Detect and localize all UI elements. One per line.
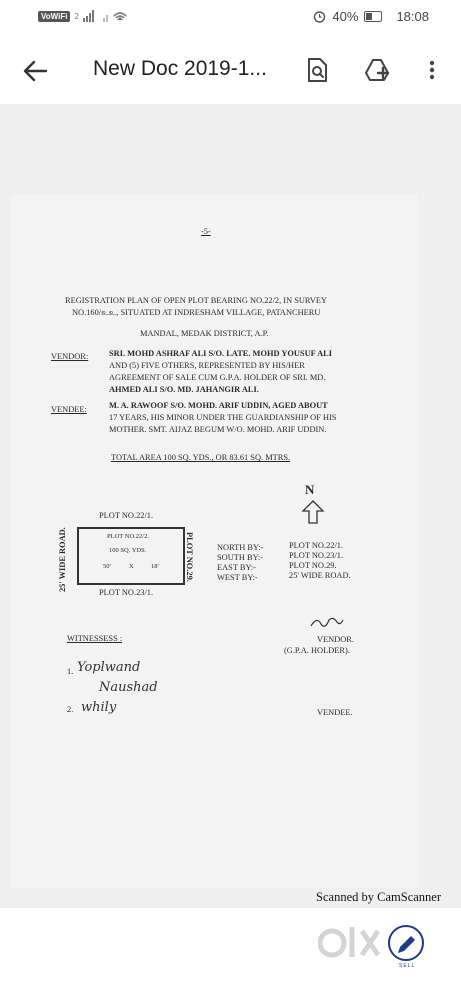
status-bar	[0, 0, 461, 36]
search-document-icon[interactable]	[303, 56, 331, 84]
vendor-line-4: AHMED ALI S/O. MD. JAHANGIR ALI.	[109, 385, 259, 394]
vendor-sign-label: VENDOR.	[317, 635, 354, 644]
south-by-value: PLOT NO.23/1.	[289, 551, 344, 560]
scanned-by-label: Scanned by CamScanner	[316, 890, 441, 904]
scanned-document-page	[11, 194, 417, 888]
heading-line-1: REGISTRATION PLAN OF OPEN PLOT BEARING NO.22/2, IN SURVEY	[65, 296, 328, 305]
olx-logo	[318, 913, 426, 979]
add-to-drive-icon[interactable]	[364, 56, 392, 84]
plot-bottom-label: PLOT NO.23/1.	[99, 588, 154, 597]
vendor-line-1: SRI. MOHD ASHRAF ALI S/O. LATE. MOHD YOUSUF ALI	[109, 349, 332, 358]
witness-1-number: 1.	[67, 667, 74, 676]
north-arrow-icon	[301, 500, 325, 524]
north-by-label: NORTH BY:-	[217, 543, 264, 552]
network-number: 2	[74, 11, 79, 21]
total-area: TOTAL AREA 100 SQ. YDS., OR 83.61 SQ. MTRS.	[111, 453, 291, 462]
plot-box-number: PLOT NO.22/2.	[107, 533, 149, 540]
battery-percent: 40%	[332, 9, 359, 24]
battery-icon	[364, 11, 382, 22]
vendor-label: VENDOR:	[51, 352, 89, 361]
witness-1-signature: Yoplwand	[77, 660, 141, 675]
alarm-icon	[313, 10, 326, 23]
east-by-value: PLOT NO.29.	[289, 561, 337, 570]
document-title: New Doc 2019-1...	[93, 57, 267, 80]
plot-box-area: 100 SQ. YDS.	[109, 547, 147, 554]
bottom-bar	[0, 908, 461, 999]
gpa-holder-label: (G.P.A. HOLDER).	[284, 646, 350, 655]
heading-line-3: MANDAL, MEDAK DISTRICT, A.P.	[140, 329, 269, 338]
vowifi-badge: VoWiFi	[38, 11, 70, 22]
north-label: N	[305, 482, 315, 497]
plot-box-x: X	[129, 563, 134, 570]
vendee-sign-label: VENDEE.	[317, 708, 353, 717]
vendee-label: VENDEE:	[51, 405, 87, 414]
status-left	[38, 10, 131, 22]
west-by-value: 25' WIDE ROAD.	[289, 571, 351, 580]
witness-1-name: Naushad	[99, 680, 158, 695]
vendee-line-1: M. A. RAWOOF S/O. MOHD. ARIF UDDIN, AGED ABOUT	[109, 401, 328, 410]
vendee-line-3: MOTHER. SMT. AIJAZ BEGUM W/O. MOHD. ARIF UDDIN.	[109, 425, 327, 434]
witnesses-label: WITNESSESS :	[67, 634, 123, 643]
sell-caption: SELL	[399, 963, 416, 969]
south-by-label: SOUTH BY:-	[217, 553, 263, 562]
app-bar	[0, 36, 461, 104]
vendor-signature	[307, 614, 347, 632]
vendee-line-2: 17 YEARS, HIS MINOR UNDER THE GUARDIANSHIP OF HIS	[109, 413, 337, 422]
heading-line-2: NO.160/உஉ, SITUATED AT INDRESHAM VILLAGE, PATANCHERU	[72, 308, 321, 317]
status-right	[313, 9, 429, 24]
plot-box-dim-a: 50'	[103, 563, 111, 570]
page-number: -5-	[201, 227, 211, 236]
more-options-icon[interactable]	[420, 56, 444, 84]
road-left-label: 25' WIDE ROAD.	[58, 527, 67, 592]
plot-right-label: PLOT NO.29.	[185, 532, 194, 582]
vendor-line-2: AND (5) FIVE OTHERS, REPRESENTED BY HIS/HER	[109, 361, 305, 370]
west-by-label: WEST BY:-	[217, 573, 258, 582]
plot-top-label: PLOT NO.22/1.	[99, 511, 154, 520]
vendor-line-3: AGREEMENT OF SALE CUM G.P.A. HOLDER OF SRI. MD.	[109, 373, 326, 382]
plot-box	[77, 527, 185, 585]
witness-2-number: 2.	[67, 705, 74, 714]
plot-box-dim-b: 18'	[151, 563, 159, 570]
north-by-value: PLOT NO.22/1.	[289, 541, 344, 550]
east-by-label: EAST BY:-	[217, 563, 256, 572]
witness-2-signature: whily	[81, 700, 117, 715]
back-arrow-icon[interactable]	[20, 56, 50, 86]
signal-icon	[83, 10, 131, 22]
clock: 18:08	[396, 9, 429, 24]
